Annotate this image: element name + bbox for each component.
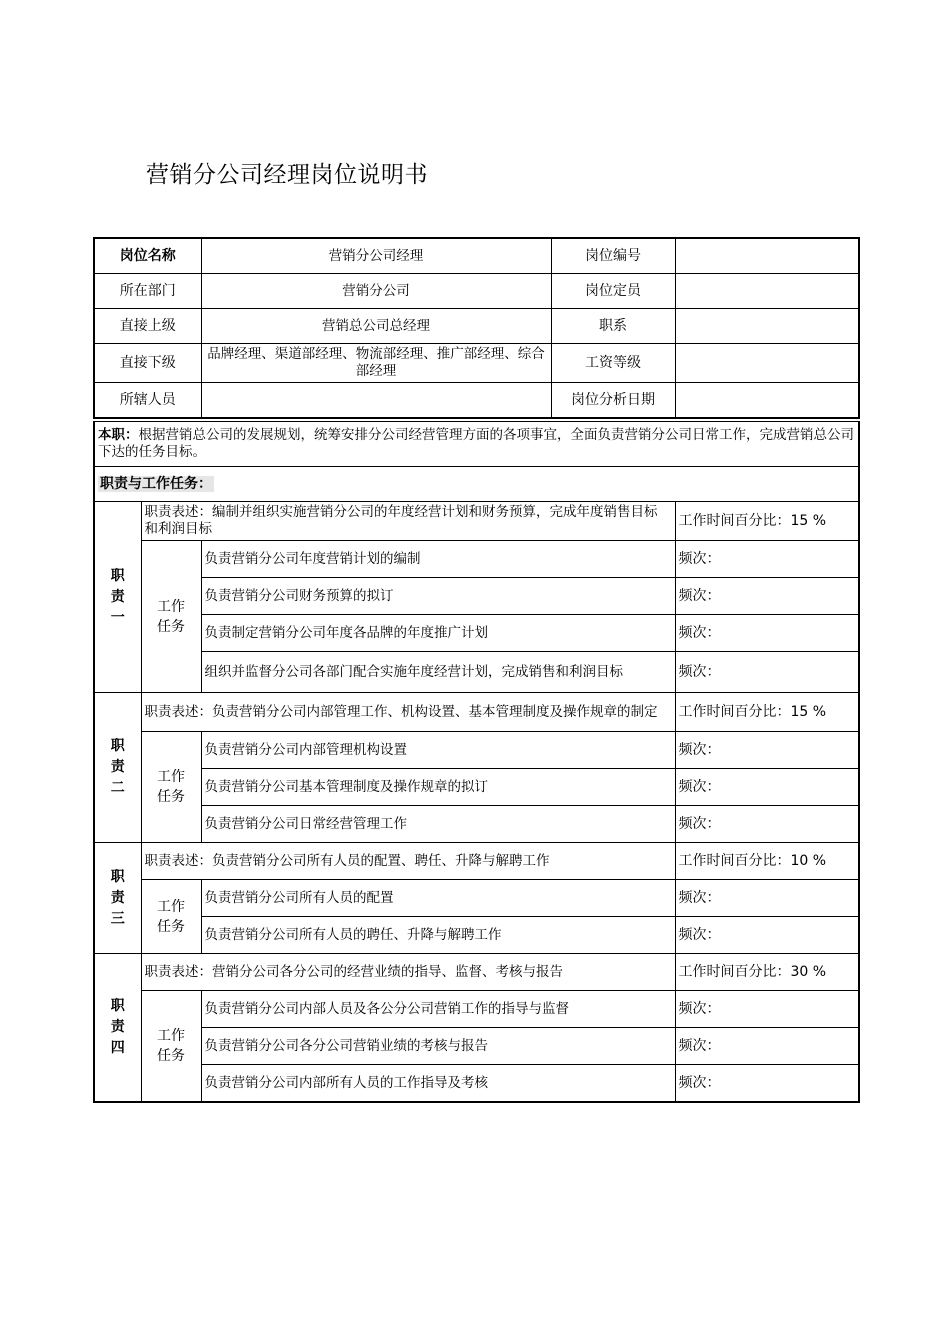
task-label (141, 880, 201, 954)
task-label (141, 991, 201, 1103)
responsibility-label (94, 843, 141, 954)
task-frequency: 频次： (675, 1065, 859, 1103)
task-frequency: 频次： (675, 541, 859, 578)
task-label (141, 541, 201, 693)
task-row (94, 991, 859, 1028)
position-no-label: 岗位编号 (551, 238, 675, 274)
task-frequency: 频次： (675, 578, 859, 615)
responsibility-desc-row (94, 843, 859, 880)
task-text: 负责营销分公司所有人员的配置 (201, 880, 675, 917)
task-frequency: 频次： (675, 769, 859, 806)
responsibility-label-text: 职责一 (110, 567, 125, 626)
task-row (94, 652, 859, 693)
task-row (94, 578, 859, 615)
task-text: 负责营销分公司内部管理机构设置 (201, 732, 675, 769)
task-label-text: 工作任务 (157, 898, 185, 935)
task-frequency: 频次： (675, 806, 859, 843)
responsibilities-header-row (94, 467, 859, 502)
task-row (94, 732, 859, 769)
subordinate-label: 直接下级 (94, 344, 201, 383)
staff-label: 所辖人员 (94, 383, 201, 419)
salary-grade-value (675, 344, 859, 383)
work-time-percent: 工作时间百分比：15 % (675, 693, 859, 732)
task-text: 负责营销分公司各分公司营销业绩的考核与报告 (201, 1028, 675, 1065)
superior-value: 营销总公司总经理 (201, 309, 551, 344)
task-frequency: 频次： (675, 732, 859, 769)
department-label: 所在部门 (94, 274, 201, 309)
position-no-value (675, 238, 859, 274)
job-family-value (675, 309, 859, 344)
task-text: 负责营销分公司所有人员的聘任、升降与解聘工作 (201, 917, 675, 954)
responsibilities-table (93, 421, 860, 1103)
duty-row (94, 422, 859, 467)
responsibility-label (94, 502, 141, 693)
responsibility-label (94, 954, 141, 1103)
responsibilities-header: 职责与工作任务： (100, 475, 212, 492)
responsibility-desc-row (94, 502, 859, 541)
task-text: 负责制定营销分公司年度各品牌的年度推广计划 (201, 615, 675, 652)
responsibility-desc: 职责表述：营销分公司各分公司的经营业绩的指导、监督、考核与报告 (141, 954, 675, 991)
responsibility-label-text: 职责四 (110, 998, 125, 1056)
responsibility-desc: 职责表述：负责营销分公司所有人员的配置、聘任、升降与解聘工作 (141, 843, 675, 880)
task-frequency: 频次： (675, 652, 859, 693)
info-row (94, 383, 859, 419)
work-time-percent: 工作时间百分比：10 % (675, 843, 859, 880)
responsibility-label (94, 693, 141, 843)
task-frequency: 频次： (675, 1028, 859, 1065)
task-frequency: 频次： (675, 615, 859, 652)
headcount-value (675, 274, 859, 309)
task-text: 负责营销分公司财务预算的拟订 (201, 578, 675, 615)
task-row (94, 1065, 859, 1103)
task-frequency: 频次： (675, 917, 859, 954)
task-row (94, 769, 859, 806)
task-row (94, 880, 859, 917)
task-text: 组织并监督分公司各部门配合实施年度经营计划，完成销售和利润目标 (201, 652, 675, 693)
headcount-label: 岗位定员 (551, 274, 675, 309)
task-text: 负责营销分公司日常经营管理工作 (201, 806, 675, 843)
analysis-date-label: 岗位分析日期 (551, 383, 675, 419)
duty-label: 本职： (98, 427, 139, 443)
task-row (94, 615, 859, 652)
task-text: 负责营销分公司年度营销计划的编制 (201, 541, 675, 578)
superior-label: 直接上级 (94, 309, 201, 344)
task-label-text: 工作任务 (157, 1028, 185, 1064)
task-frequency: 频次： (675, 880, 859, 917)
task-label-text: 工作任务 (157, 769, 185, 805)
work-time-percent: 工作时间百分比：30 % (675, 954, 859, 991)
responsibility-desc: 职责表述：负责营销分公司内部管理工作、机构设置、基本管理制度及操作规章的制定 (141, 693, 675, 732)
info-row (94, 309, 859, 344)
position-name-value: 营销分公司经理 (201, 238, 551, 274)
responsibility-desc: 职责表述：编制并组织实施营销分公司的年度经营计划和财务预算，完成年度销售目标 和利润目标 (141, 502, 675, 541)
responsibility-desc-row (94, 954, 859, 991)
responsibility-desc-row (94, 693, 859, 732)
salary-grade-label: 工资等级 (551, 344, 675, 383)
staff-value (201, 383, 551, 419)
task-label (141, 732, 201, 843)
task-text: 负责营销分公司基本管理制度及操作规章的拟订 (201, 769, 675, 806)
duty-text: 根据营销总公司的发展规划，统筹安排分公司经营管理方面的各项事宜，全面负责营销分公司日常工作，完成营销总公司下达的任务目标。 (98, 427, 854, 460)
department-value: 营销分公司 (201, 274, 551, 309)
info-row (94, 274, 859, 309)
task-row (94, 541, 859, 578)
page-title: 营销分公司经理岗位说明书 (146, 162, 428, 188)
subordinate-value: 品牌经理、渠道部经理、物流部经理、推广部经理、综合部经理 (201, 344, 551, 383)
task-text: 负责营销分公司内部人员及各公分公司营销工作的指导与监督 (201, 991, 675, 1028)
task-frequency: 频次： (675, 991, 859, 1028)
info-row (94, 344, 859, 383)
task-row (94, 806, 859, 843)
job-family-label: 职系 (551, 309, 675, 344)
task-label-text: 工作任务 (157, 598, 185, 635)
task-row (94, 1028, 859, 1065)
responsibility-label-text: 职责二 (110, 738, 125, 796)
work-time-percent: 工作时间百分比：15 % (675, 502, 859, 541)
basic-info-table (93, 237, 860, 419)
task-text: 负责营销分公司内部所有人员的工作指导及考核 (201, 1065, 675, 1103)
responsibility-label-text: 职责三 (110, 868, 125, 927)
info-row (94, 238, 859, 274)
task-row (94, 917, 859, 954)
position-name-label: 岗位名称 (94, 238, 201, 274)
analysis-date-value (675, 383, 859, 419)
